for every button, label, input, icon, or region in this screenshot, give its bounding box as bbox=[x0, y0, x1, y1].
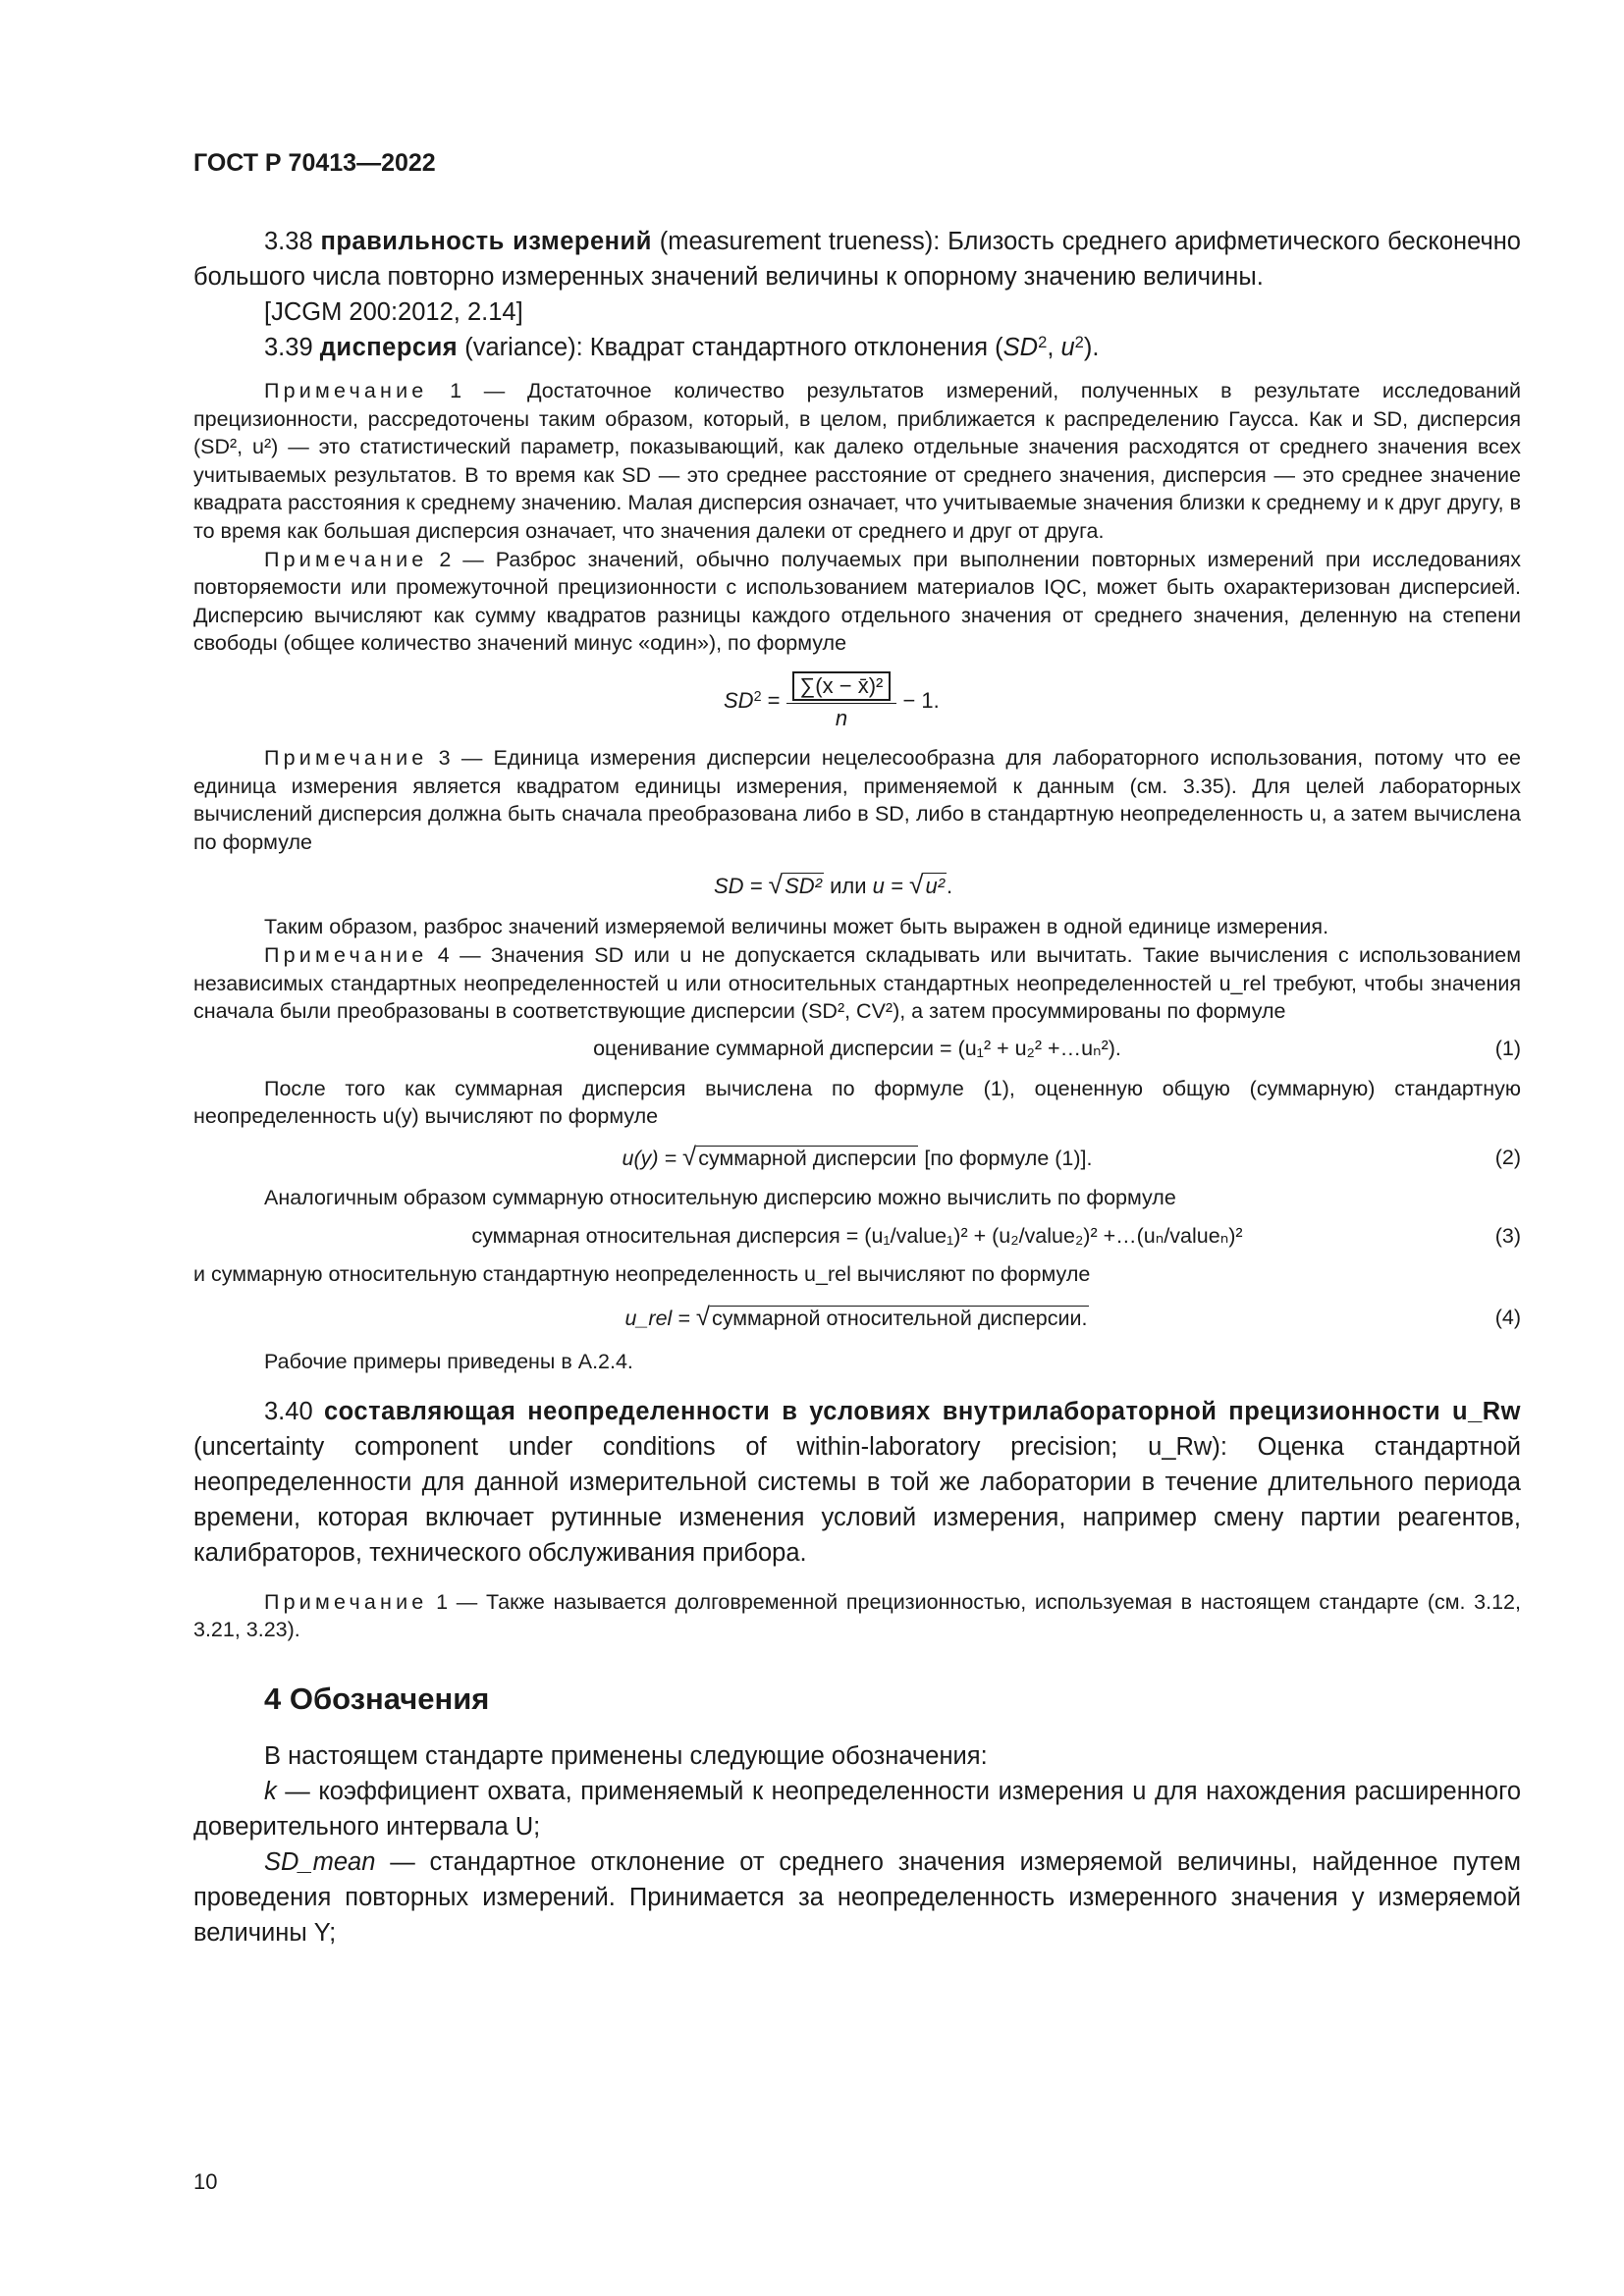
formula-or: или bbox=[824, 874, 873, 899]
formula-4: u_rel = √суммарной относительной дисперсии. (4) bbox=[624, 1304, 1521, 1332]
note-text: — Значения SD или u не допускается складывать или вычитать. Такие вычисления с использованием независимых стандартных неопределенностей u или относительных стандартных неопределенностей u_rel требуют, чтобы значения сначала были преобразованы в соответствующие дисперсии (SD², CV²), а затем просуммированы по формуле bbox=[193, 942, 1521, 1024]
formula-u-lhs: u = bbox=[872, 874, 909, 899]
note-label: Примечание bbox=[264, 942, 428, 967]
symbol-definition: — стандартное отклонение от среднего значения измеряемой величины, найденное путем проведения повторных измерений. Принимается за неопределенность измеренного значения y измеряемой величины Y; bbox=[193, 1847, 1521, 1947]
note-text: — Также называется долговременной прецизионностью, используемая в настоящем стандарте (см. 3.12, 3.21, 3.23). bbox=[193, 1589, 1521, 1642]
note-1 bbox=[193, 377, 1521, 546]
note-label: Примечание bbox=[264, 547, 428, 571]
formula-3-text: суммарная относительная дисперсия = (u₁/value₁)² + (u₂/value₂)² +…(uₙ/valueₙ)² bbox=[471, 1224, 1243, 1249]
formula-3-number: (3) bbox=[1494, 1224, 1521, 1249]
formula-3 bbox=[193, 1221, 1521, 1251]
note-text: — Единица измерения дисперсии нецелесообразна для лабораторного использования, потому что ее единица измерения является квадратом единицы измерения, применяемой к данным (см. 3.35). Для целей лабораторных вычислений дисперсия должна быть сначала преобразована либо в SD, либо в стандартную неопределенность u, а затем вычислена по формуле bbox=[193, 745, 1521, 854]
thus-paragraph: Таким образом, разброс значений измеряемой величины может быть выражен в одной единице измерения. bbox=[264, 915, 1329, 939]
symbol-k bbox=[193, 1774, 1521, 1844]
formula-sd2-tail: − 1. bbox=[902, 688, 940, 714]
formula-sd2-lhs: SD bbox=[724, 688, 754, 714]
and-rel-paragraph: и суммарную относительную стандартную неопределенность u_rel вычисляют по формуле bbox=[193, 1262, 1091, 1287]
symbol-definition: — коэффициент охвата, применяемый к неопределенности измерения u для нахождения расширенного доверительного интервала U; bbox=[193, 1777, 1521, 1841]
note-text: — Достаточное количество результатов измерений, полученных в результате исследований прецизионности, рассредоточены таким образом, который, в целом, приближается к распределению Гаусса. Как и SD, дисперсия (SD², u²) — это статистический параметр, показывающий, как далеко отдельные значения расходятся от среднего значения всех учитываемых результатов. В то время как SD — это среднее расстояние от среднего значения, дисперсия — это среднее значение квадрата расстояния к среднему значению. Малая дисперсия означает, что учитываемые значения близки к среднему и к друг другу, в то время как большая дисперсия означает, что значения далеки от среднего и друг от друга. bbox=[193, 379, 1521, 543]
formula-4-radicand: суммарной относительной дисперсии. bbox=[711, 1307, 1088, 1331]
section-4-title: 4 Обозначения bbox=[264, 1681, 490, 1716]
formula-sd2: $SD^2$ = $\frac{\text{∑(x − x̄)²}}{n}$ − 1. bbox=[724, 672, 940, 730]
punct: , bbox=[1047, 334, 1061, 361]
note-3-40 bbox=[193, 1588, 1521, 1644]
formula-sd2-fraction bbox=[786, 671, 897, 731]
symbol-u: u bbox=[1060, 334, 1075, 361]
note-label: Примечание bbox=[264, 1589, 428, 1614]
note-number: 1 bbox=[436, 1589, 449, 1614]
formula-1-text: оценивание суммарной дисперсии = (u₁² + u₂² +…uₙ²). bbox=[593, 1036, 1121, 1060]
note-3 bbox=[193, 744, 1521, 856]
note-number: 3 bbox=[438, 745, 451, 770]
note-number: 4 bbox=[437, 942, 450, 967]
page-content bbox=[193, 224, 1521, 1950]
term-3-40 bbox=[193, 1394, 1521, 1571]
superscript: 2 bbox=[1038, 332, 1048, 351]
symbol-name: k bbox=[264, 1777, 277, 1805]
note-label: Примечание bbox=[264, 745, 428, 770]
term-number: 3.40 bbox=[264, 1397, 324, 1425]
formula-sd-sqrt: SD = √SD² или u = √u². bbox=[714, 870, 953, 900]
term-definition: (measurement trueness): Близость среднего арифметического бесконечно большого числа повторно измеренных значений величины к опорному значению величины. bbox=[193, 228, 1521, 291]
punct: ). bbox=[1083, 334, 1100, 361]
formula-2-radicand: суммарной дисперсии bbox=[698, 1146, 917, 1170]
doc-header: ГОСТ Р 70413—2022 bbox=[193, 149, 436, 177]
formula-sd-lhs: SD = bbox=[714, 874, 769, 899]
term-definition: (uncertainty component under conditions of within-laboratory precision; u_Rw): Оценка стандартной неопределенности для данной измерительной системы в той же лаборатории в течение длительного периода времени, которая включает рутинные изменения условий измерения, например смену партии реагентов, калибраторов, технического обслуживания прибора. bbox=[193, 1432, 1521, 1567]
term-name: составляющая неопределенности в условиях внутрилабораторной прецизионности u_Rw bbox=[324, 1397, 1521, 1425]
formula-sd2-den: n bbox=[835, 705, 848, 730]
term-3-38 bbox=[193, 224, 1521, 294]
similar-paragraph: Аналогичным образом суммарную относительную дисперсию можно вычислить по формуле bbox=[264, 1185, 1176, 1209]
term-number: 3.38 bbox=[264, 228, 321, 255]
note-2 bbox=[193, 546, 1521, 658]
term-number: 3.39 bbox=[264, 334, 320, 361]
formula-4-lhs: u_rel = bbox=[624, 1307, 696, 1331]
symbol-sd: SD bbox=[1002, 334, 1039, 361]
note-label: Примечание bbox=[264, 379, 428, 402]
formula-2-tail: [по формуле (1)]. bbox=[918, 1146, 1093, 1170]
formula-2-number: (2) bbox=[1494, 1145, 1521, 1169]
formula-u-radicand: u² bbox=[925, 874, 946, 899]
formula-1-number: (1) bbox=[1494, 1036, 1521, 1060]
note-number: 2 bbox=[439, 547, 452, 571]
term-name: правильность измерений bbox=[320, 228, 652, 255]
note-text: — Разброс значений, обычно получаемых при выполнении повторных измерений при исследованиях повторяемости или промежуточной прецизионности с использованием материалов IQC, может быть охарактеризован дисперсией. Дисперсию вычисляют как сумму квадратов разницы каждого отдельного значения от среднего значения, деленную на степени свободы (общее количество значений минус «один»), по формуле bbox=[193, 547, 1521, 656]
page-number: 10 bbox=[193, 2169, 218, 2194]
superscript: 2 bbox=[1074, 332, 1084, 351]
formula-2: u(y) = √суммарной дисперсии [по формуле (1)]. (2) bbox=[622, 1143, 1521, 1171]
term-3-39 bbox=[193, 330, 1521, 365]
examples-paragraph: Рабочие примеры приведены в А.2.4. bbox=[264, 1350, 633, 1374]
formula-sd-radicand: SD² bbox=[785, 874, 823, 899]
formula-sd2-sum: ∑(x − x̄)² bbox=[792, 671, 892, 701]
formula-1 bbox=[193, 1034, 1521, 1063]
note-number: 1 bbox=[450, 379, 462, 402]
after-formula-1: После того как суммарная дисперсия вычислена по формуле (1), оцененную общую (суммарную) стандартную неопределенность u(y) вычисляют по формуле bbox=[193, 1076, 1521, 1129]
formula-2-lhs: u(y) = bbox=[622, 1146, 683, 1170]
formula-4-number: (4) bbox=[1494, 1306, 1521, 1330]
term-3-38-ref: [JCGM 200:2012, 2.14] bbox=[264, 298, 523, 326]
note-4 bbox=[193, 941, 1521, 1026]
symbol-sd-mean bbox=[193, 1844, 1521, 1950]
term-name: дисперсия bbox=[319, 334, 459, 361]
symbol-name: SD_mean bbox=[264, 1847, 376, 1876]
section-4-intro: В настоящем стандарте применены следующие обозначения: bbox=[264, 1741, 988, 1770]
term-definition: (variance): Квадрат стандартного отклонения ( bbox=[458, 334, 1003, 361]
